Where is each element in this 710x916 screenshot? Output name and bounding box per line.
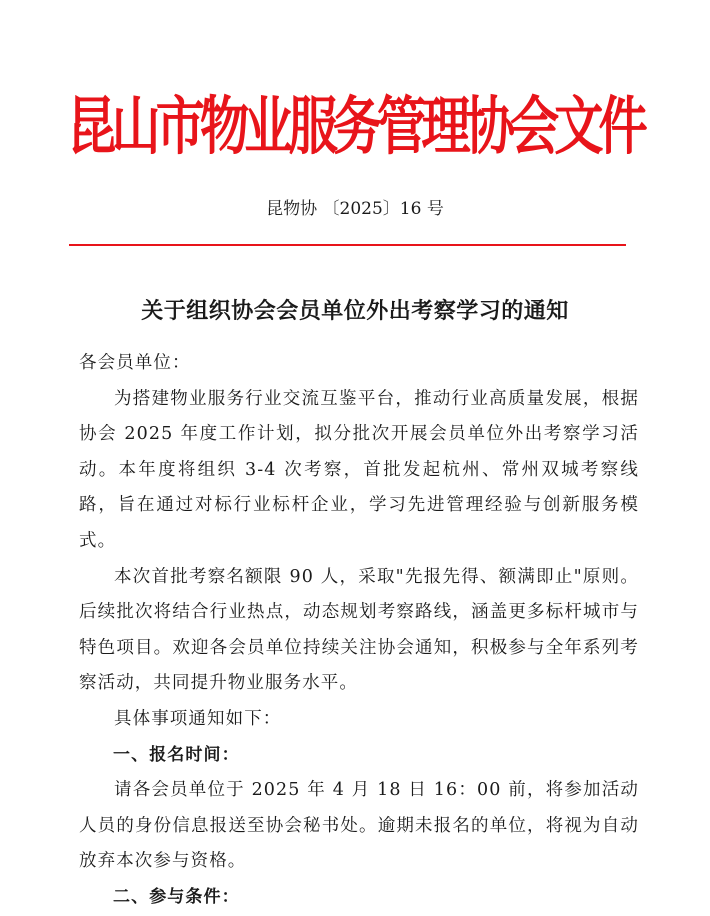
paragraph-registration-time: 请各会员单位于 2025 年 4 月 18 日 16：00 前，将参加活动人员的身份信息报送至协会秘书处。逾期未报名的单位，将视为自动放弃本次参与资格。 bbox=[79, 780, 639, 872]
document-number: 昆物协 〔2025〕16 号 bbox=[266, 199, 444, 219]
paragraph-purpose: 为搭建物业服务行业交流互鉴平台，推动行业高质量发展，根据协会 2025 年度工作计划，拟分批次开展会员单位外出考察学习活动。本年度将组织 3-4 次考察，首批发起杭州、常州双城考察线路，旨在通过对标行业标杆企业，学习先进管理经验与创新服务模式。 bbox=[79, 388, 639, 551]
paragraph-quota: 本次首批考察名额限 90 人，采取"先报先得、额满即止"原则。后续批次将结合行业热点，动态规划考察路线，涵盖更多标杆城市与特色项目。欢迎各会员单位持续关注协会通知，积极参与全年系列考察活动，共同提升物业服务水平。 bbox=[79, 566, 639, 694]
salutation: 各会员单位： bbox=[79, 353, 191, 373]
items-intro: 具体事项通知如下： bbox=[114, 708, 282, 729]
section-heading-registration-time: 一、报名时间： bbox=[113, 744, 240, 765]
notice-title: 关于组织协会会员单位外出考察学习的通知 bbox=[141, 299, 569, 324]
red-divider-line bbox=[69, 244, 626, 246]
notice-body bbox=[79, 346, 639, 916]
section-heading-eligibility: 二、参与条件： bbox=[113, 886, 240, 907]
org-file-title: 昆山市物业服务管理协会文件 bbox=[67, 90, 643, 164]
